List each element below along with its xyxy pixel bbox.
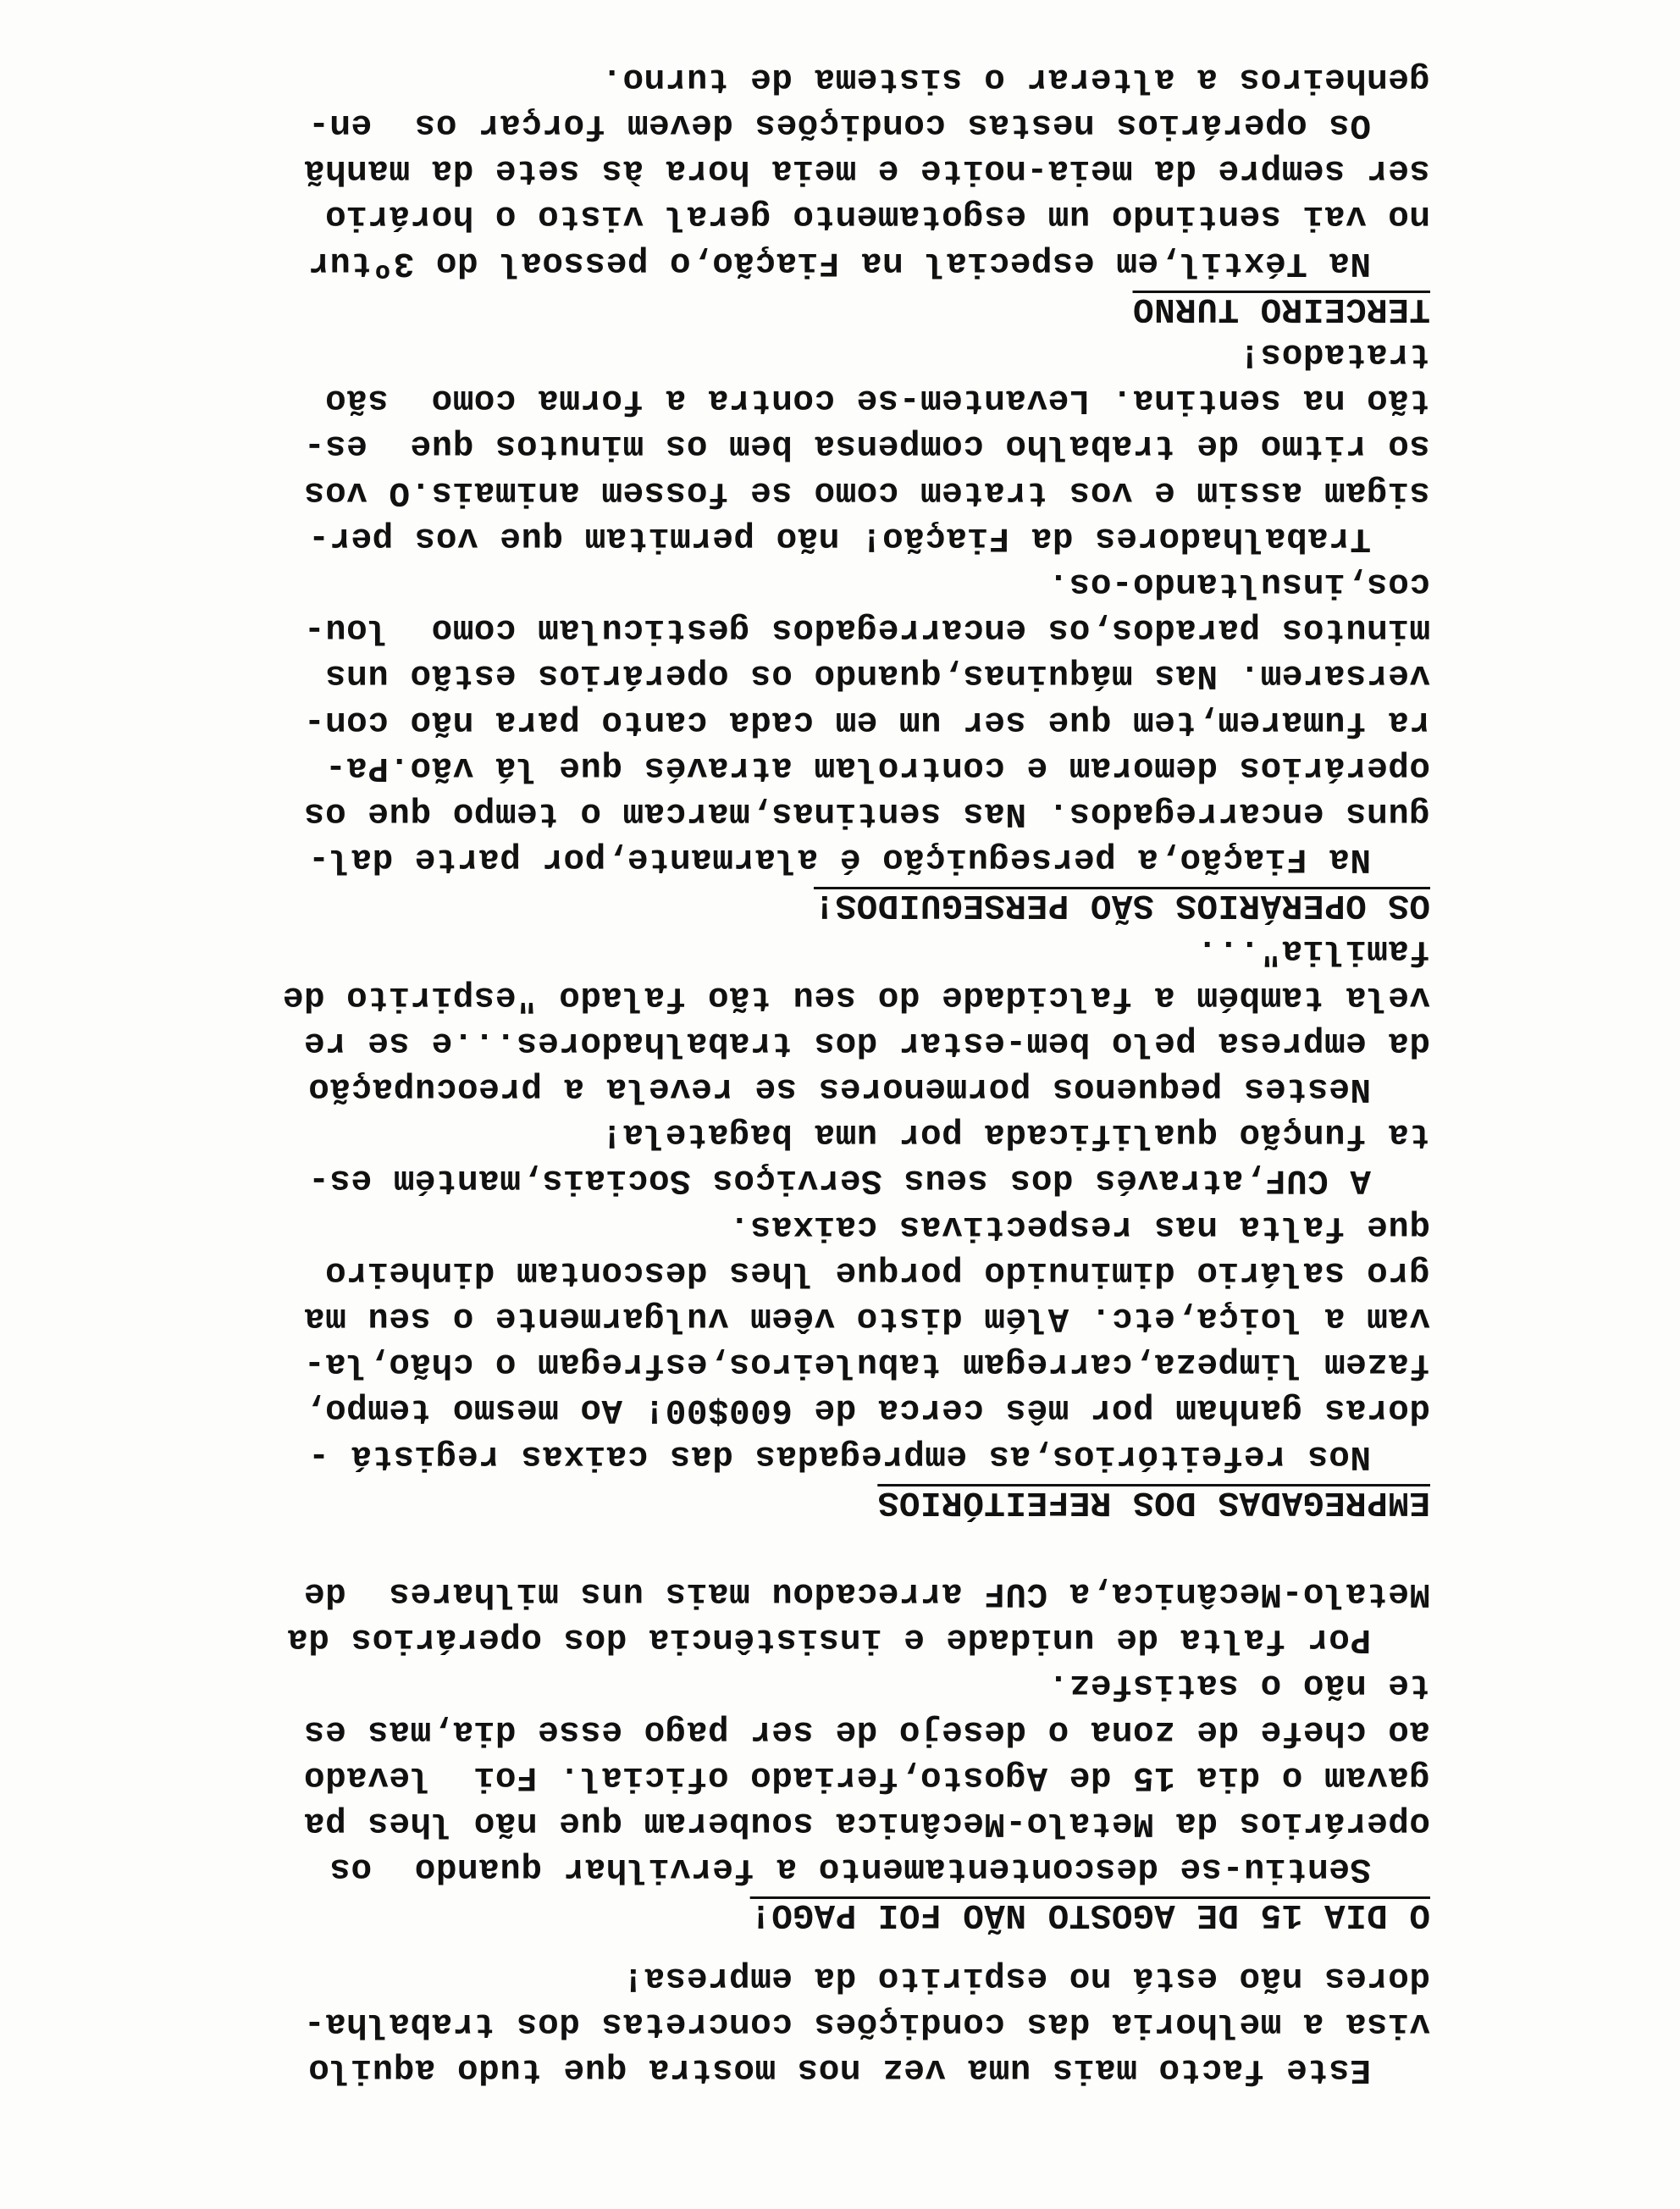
text-line: fazem limpeza,carregam tabuleiros,esfregam o chão,la-	[303, 1344, 1430, 1384]
text-line: ao chefe de zona o desejo de ser pago esse dia,mas es	[303, 1711, 1430, 1751]
text-line: genheiros a alterar o sistema de turno.	[600, 58, 1430, 98]
text-line: doras ganham por mês cerca de 600$00! Ao mesmo tempo,	[303, 1390, 1430, 1430]
section-terceiro-turno	[75, 56, 1430, 331]
text-line: sigam assim e vos tratem como se fossem animais.O vos	[303, 472, 1430, 512]
text-line: dores não está no espirito da empresa!	[622, 1957, 1430, 1997]
text-line: tratados!	[1239, 335, 1430, 374]
section-heading: TERCEIRO TURNO	[1132, 288, 1430, 328]
text-line: ser sempre da meia-noite e meia hora às sete da manhã	[303, 151, 1430, 191]
text-line: Metalo-Mecânica,a CUF arrecadou mais uns milhares de	[303, 1574, 1430, 1614]
text-line: te não o satisfez.	[1047, 1665, 1430, 1705]
text-line: vam a loiça,etc. Além disto vêem vulgarmente o seu ma	[303, 1298, 1430, 1337]
text-line: so ritmo de trabalho compensa bem os minutos que es-	[303, 426, 1430, 466]
text-line: Trabalhadores da Fiação! não permitam que vos per-	[307, 518, 1371, 557]
text-line: gavam o dia 15 de Agosto,feriado oficial. Foi levado	[303, 1757, 1430, 1797]
text-line: guns encarregados. Nas sentinas,marcam o tempo que os	[303, 793, 1430, 833]
section-empregadas-refeitorios	[75, 927, 1430, 1524]
text-line: ra fumarem,tem que ser um em cada canto para não con-	[303, 701, 1430, 741]
text-line: operários demoram e controlam através que lá vão.Pa-	[324, 747, 1430, 787]
section-heading: OS OPERÁRIOS SÃO PERSEGUIDOS!	[813, 885, 1430, 925]
text-line: que falta nas respectivas caixas.	[728, 1206, 1430, 1246]
text-line: Na Téxtil,em especial na Fiação,o pessoal do 3ºtur	[307, 242, 1371, 282]
text-line: cos,insultando-os.	[1047, 564, 1430, 603]
text-line: Na Fiação,a perseguição é alarmante,por parte dal-	[307, 839, 1371, 879]
text-line: tão na sentina. Levantem-se contra a forma como são	[324, 380, 1430, 420]
text-line: da empresa pelo bem-estar dos trabalhadores...e se re	[303, 1022, 1430, 1062]
text-line: Sentiu-se descontentamento a fervilhar quando os	[329, 1849, 1371, 1889]
text-line: no vai sentindo um esgotamento geral visto o horário	[324, 197, 1430, 236]
text-line: ta função qualificada por uma bagatela!	[600, 1115, 1430, 1154]
text-line-continuation	[75, 1525, 1430, 1570]
text-line: vela também a falcidade do seu tão falado "espirito de	[282, 977, 1430, 1016]
text-line: Por falta de unidade e insistência dos operários da	[286, 1619, 1371, 1659]
text-line: gro salário diminuido porque lhes descontam dinheiro	[324, 1252, 1430, 1292]
text-line: operários da Metalo-Mecânica souberam que não lhes pa	[303, 1803, 1430, 1843]
text-line: visa a melhoria das condições concretas dos trabalha-	[303, 2003, 1430, 2043]
section-heading: O DIA 15 DE AGOSTO NÃO FOI PAGO!	[749, 1895, 1430, 1935]
text-line: Este facto mais uma vez nos mostra que tudo aquilo	[307, 2050, 1371, 2089]
text-line: Nestes pequenos pormenores se revela a preocupação	[307, 1069, 1371, 1109]
section-dia-15-agosto	[75, 1570, 1430, 1938]
text-line: versarem. Nas máquinas,quando os operários estão uns	[324, 656, 1430, 695]
text-line: familia"...	[1196, 931, 1430, 971]
intro-paragraph	[75, 1954, 1430, 2092]
section-heading: EMPREGADAS DOS REFEITÓRIOS	[877, 1481, 1430, 1521]
section-operarios-perseguidos	[75, 331, 1430, 927]
text-line: Nos refeitórios,as empregadas das caixas registá -	[307, 1436, 1371, 1475]
text-line: Os operários nestas condições devem forçar os en-	[307, 105, 1371, 145]
text-line: A CUF,através dos seus Serviços Sociais,mantém es-	[307, 1160, 1371, 1200]
text-line: minutos parados,os encarregados gesticulam como lou-	[303, 610, 1430, 650]
document-body	[75, 56, 1430, 2092]
